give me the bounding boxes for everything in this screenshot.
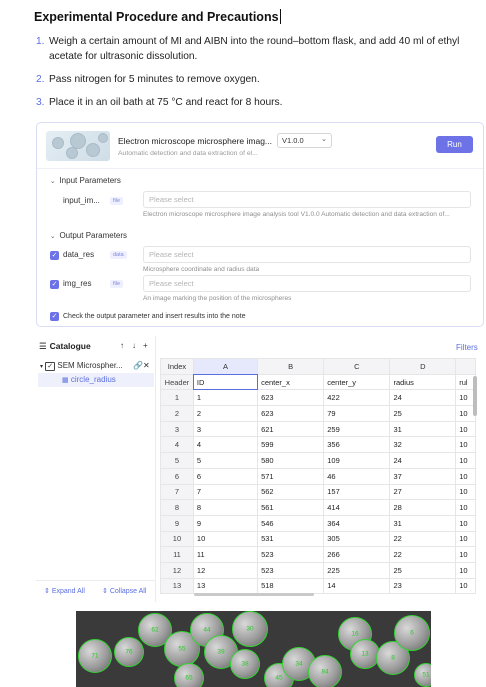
tool-thumbnail [46,131,110,161]
table-cell[interactable]: 571 [258,468,324,484]
table-cell[interactable]: 599 [258,437,324,453]
table-cell[interactable]: 6 [193,468,257,484]
table-cell[interactable]: 531 [258,531,324,547]
param-name: input_im... [63,196,100,205]
row-index: 8 [161,500,194,516]
chevron-down-icon: ⌄ [50,178,56,185]
sphere-label: 30 [246,625,254,633]
table-row[interactable] [161,547,476,563]
step-number: 1. [36,36,45,47]
catalogue-title[interactable]: ☰ Catalogue [39,341,91,351]
expand-icon: ⇕ [44,588,52,595]
table-row[interactable] [161,515,476,531]
data-table [160,358,476,594]
table-cell[interactable]: 414 [324,500,390,516]
table-cell[interactable]: 5 [193,453,257,469]
table-cell[interactable]: 10 [456,406,476,422]
microsphere [174,663,204,687]
table-cell[interactable]: 9 [193,515,257,531]
table-cell[interactable]: 623 [258,390,324,406]
table-cell[interactable]: center_y [324,374,390,390]
column-letter[interactable]: D [390,359,456,375]
divider [36,580,156,581]
column-letter[interactable]: C [324,359,390,375]
page-heading[interactable] [34,9,281,24]
sphere-label: 84 [321,668,329,676]
sphere-label: 13 [361,650,369,658]
column-letter-row [161,359,476,375]
microsphere-image [76,611,431,687]
table-cell[interactable]: 11 [193,547,257,563]
table-cell[interactable]: 109 [324,453,390,469]
data-res-checkbox[interactable]: ✓ [51,252,58,259]
row-index: 4 [161,437,194,453]
data-res-select[interactable]: Please select [143,246,471,263]
table-cell[interactable]: 46 [324,468,390,484]
tool-subtitle: Automatic detection and data extraction of el... [118,150,258,157]
param-description: Microsphere coordinate and radius data [143,266,260,273]
sphere-label: 8 [391,654,395,662]
table-cell[interactable]: 10 [193,531,257,547]
microsphere [414,663,431,687]
plus-icon[interactable]: + [143,341,148,350]
sphere-label: 51 [422,671,430,679]
table-cell[interactable]: 10 [456,547,476,563]
table-cell[interactable]: 10 [456,421,476,437]
table-cell[interactable]: 22 [390,547,456,563]
table-cell[interactable]: 31 [390,421,456,437]
table-row[interactable] [161,390,476,406]
sphere-label: 39 [217,648,225,656]
table-row[interactable] [161,406,476,422]
table-cell[interactable]: 79 [324,406,390,422]
table-icon: ▦ [62,377,69,384]
sphere-label: 62 [151,626,159,634]
table-cell[interactable]: 25 [390,406,456,422]
list-item[interactable] [36,95,486,110]
table-cell[interactable]: 562 [258,484,324,500]
chevron-down-icon: ⌄ [321,136,327,143]
table-cell[interactable]: 356 [324,437,390,453]
sphere-label: 65 [185,674,193,682]
sphere-label: 16 [351,630,359,638]
catalogue-sidebar [36,336,156,602]
table-cell[interactable]: 32 [390,437,456,453]
vertical-scrollbar[interactable] [473,376,477,416]
tree-item-circle-radius[interactable] [62,375,116,384]
arrow-down-icon[interactable]: ↓ [132,341,136,350]
sphere-label: 38 [241,660,249,668]
row-index: 2 [161,406,194,422]
sphere-label: 55 [178,645,186,653]
table-cell[interactable]: 37 [390,468,456,484]
row-index: 10 [161,531,194,547]
row-index: 11 [161,547,194,563]
param-name: data_res [63,250,95,259]
table-row[interactable] [161,437,476,453]
table-cell[interactable]: 259 [324,421,390,437]
microsphere [230,649,260,679]
param-type-badge: data [110,251,127,259]
table-cell[interactable]: 14 [324,578,390,594]
table-cell[interactable]: 12 [193,562,257,578]
table-cell[interactable]: 10 [456,578,476,594]
table-cell[interactable]: center_x [258,374,324,390]
table-cell[interactable]: 10 [456,468,476,484]
table-row[interactable] [161,453,476,469]
table-cell[interactable]: 10 [456,484,476,500]
spreadsheet[interactable] [160,358,476,596]
index-header: Index [161,359,194,375]
list-item[interactable] [36,72,486,87]
table-cell[interactable]: radius [390,374,456,390]
sphere-label: 45 [275,674,283,682]
table-cell[interactable]: 1 [193,390,257,406]
step-number: 3. [36,97,45,108]
table-cell[interactable]: 22 [390,531,456,547]
data-panel [36,336,484,602]
step-text: Pass nitrogen for 5 minutes to remove oxygen. [49,74,260,85]
sphere-label: 76 [125,648,133,656]
caret-down-icon: ▾ [40,364,44,370]
table-cell[interactable]: 13 [193,578,257,594]
table-cell[interactable]: 3 [193,421,257,437]
table-cell[interactable]: ID [193,374,257,390]
img-res-checkbox[interactable]: ✓ [51,281,58,288]
table-cell[interactable]: 546 [258,515,324,531]
tool-card [36,122,484,327]
table-cell[interactable]: 25 [390,562,456,578]
input-params-label: Input Parameters [59,176,121,185]
row-index: 7 [161,484,194,500]
table-cell[interactable]: 24 [390,390,456,406]
arrow-up-icon[interactable]: ↑ [120,341,124,350]
table-cell[interactable]: 518 [258,578,324,594]
version-select[interactable] [277,133,332,148]
close-icon[interactable]: ✕ [143,361,150,370]
table-cell[interactable]: 10 [456,531,476,547]
table-cell[interactable]: 24 [390,453,456,469]
table-cell[interactable]: 28 [390,500,456,516]
param-description: An image marking the position of the microspheres [143,295,292,302]
filters-button[interactable]: Filters [456,343,478,352]
step-text: Weigh a certain amount of MI and AIBN into the round–bottom flask, and add 40 ml of ethyl acetate for ultrasonic dissolution. [49,36,460,62]
horizontal-scrollbar[interactable] [194,593,314,596]
insert-results-checkbox[interactable]: ✓ [51,313,58,320]
table-cell[interactable]: 4 [193,437,257,453]
table-cell[interactable]: 225 [324,562,390,578]
img-res-select[interactable]: Please select [143,275,471,292]
step-number: 2. [36,74,45,85]
table-cell[interactable]: rul [456,374,476,390]
sphere-label: 6 [410,629,414,637]
table-cell[interactable]: 10 [456,453,476,469]
link-icon[interactable]: 🔗 [133,361,143,370]
steps-list [36,34,486,118]
row-index: 3 [161,421,194,437]
row-index: 5 [161,453,194,469]
microsphere [232,611,268,647]
table-cell[interactable]: 31 [390,515,456,531]
step-text: Place it in an oil bath at 75 °C and react for 8 hours. [49,97,283,108]
input-params-toggle[interactable] [50,176,121,185]
table-cell[interactable]: 10 [456,562,476,578]
version-value: V1.0.0 [282,136,304,145]
table-cell[interactable]: 2 [193,406,257,422]
row-index: 1 [161,390,194,406]
divider [37,168,483,169]
output-params-toggle[interactable] [50,231,127,240]
header-row [161,374,476,390]
sphere-label: 34 [295,660,303,668]
sphere-label: 71 [91,652,99,660]
input-image-select[interactable]: Please select [143,191,471,208]
table-cell[interactable]: 27 [390,484,456,500]
text-cursor [280,9,281,24]
row-index: 6 [161,468,194,484]
tree-item-sem[interactable] [40,361,123,370]
table-cell[interactable]: 561 [258,500,324,516]
column-letter[interactable] [456,359,476,375]
list-icon: ☰ [39,341,47,351]
table-cell[interactable]: 266 [324,547,390,563]
row-index: 9 [161,515,194,531]
heading-text: Experimental Procedure and Precautions [34,10,279,24]
microsphere [78,639,112,673]
tree-item-label: SEM Microspher... [57,361,123,370]
column-letter[interactable]: A [193,359,257,375]
row-index: 13 [161,578,194,594]
sheet-icon: ✓ [47,363,54,370]
collapse-all-button[interactable]: ⇕ Collapse All [102,588,147,595]
collapse-icon: ⇕ [102,588,110,595]
microsphere [114,637,144,667]
microsphere [394,615,430,651]
param-name: img_res [63,279,92,288]
table-cell[interactable]: 305 [324,531,390,547]
table-cell[interactable]: 10 [456,437,476,453]
header-label: Header [161,374,194,390]
param-description: Electron microscope microsphere image analysis tool V1.0.0 Automatic detection and data extraction of... [143,211,450,218]
table-row[interactable] [161,531,476,547]
tool-title: Electron microscope microsphere imag... [118,136,273,146]
column-letter[interactable]: B [258,359,324,375]
table-cell[interactable]: 621 [258,421,324,437]
table-cell[interactable]: 10 [456,390,476,406]
output-params-label: Output Parameters [59,231,128,240]
run-button[interactable]: Run [436,136,473,153]
row-index: 12 [161,562,194,578]
table-cell[interactable]: 10 [456,500,476,516]
table-cell[interactable]: 8 [193,500,257,516]
table-row[interactable] [161,500,476,516]
param-type-badge: file [110,197,123,205]
insert-results-label: Check the output parameter and insert results into the note [63,313,246,320]
sphere-label: 44 [203,626,211,634]
table-cell[interactable]: 7 [193,484,257,500]
table-row[interactable] [161,562,476,578]
table-cell[interactable]: 580 [258,453,324,469]
table-cell[interactable]: 23 [390,578,456,594]
table-cell[interactable]: 10 [456,515,476,531]
table-row[interactable] [161,484,476,500]
table-cell[interactable]: 364 [324,515,390,531]
chevron-down-icon: ⌄ [50,233,56,240]
param-type-badge: file [110,280,123,288]
list-item[interactable] [36,34,486,64]
table-row[interactable] [161,421,476,437]
expand-all-button[interactable]: ⇕ Expand All [44,588,85,595]
tree-item-label: circle_radius [70,375,116,384]
table-row[interactable] [161,578,476,594]
microsphere [308,655,342,687]
table-cell[interactable]: 623 [258,406,324,422]
table-cell[interactable]: 157 [324,484,390,500]
table-cell[interactable]: 422 [324,390,390,406]
table-cell[interactable]: 523 [258,562,324,578]
table-cell[interactable]: 523 [258,547,324,563]
table-row[interactable] [161,468,476,484]
